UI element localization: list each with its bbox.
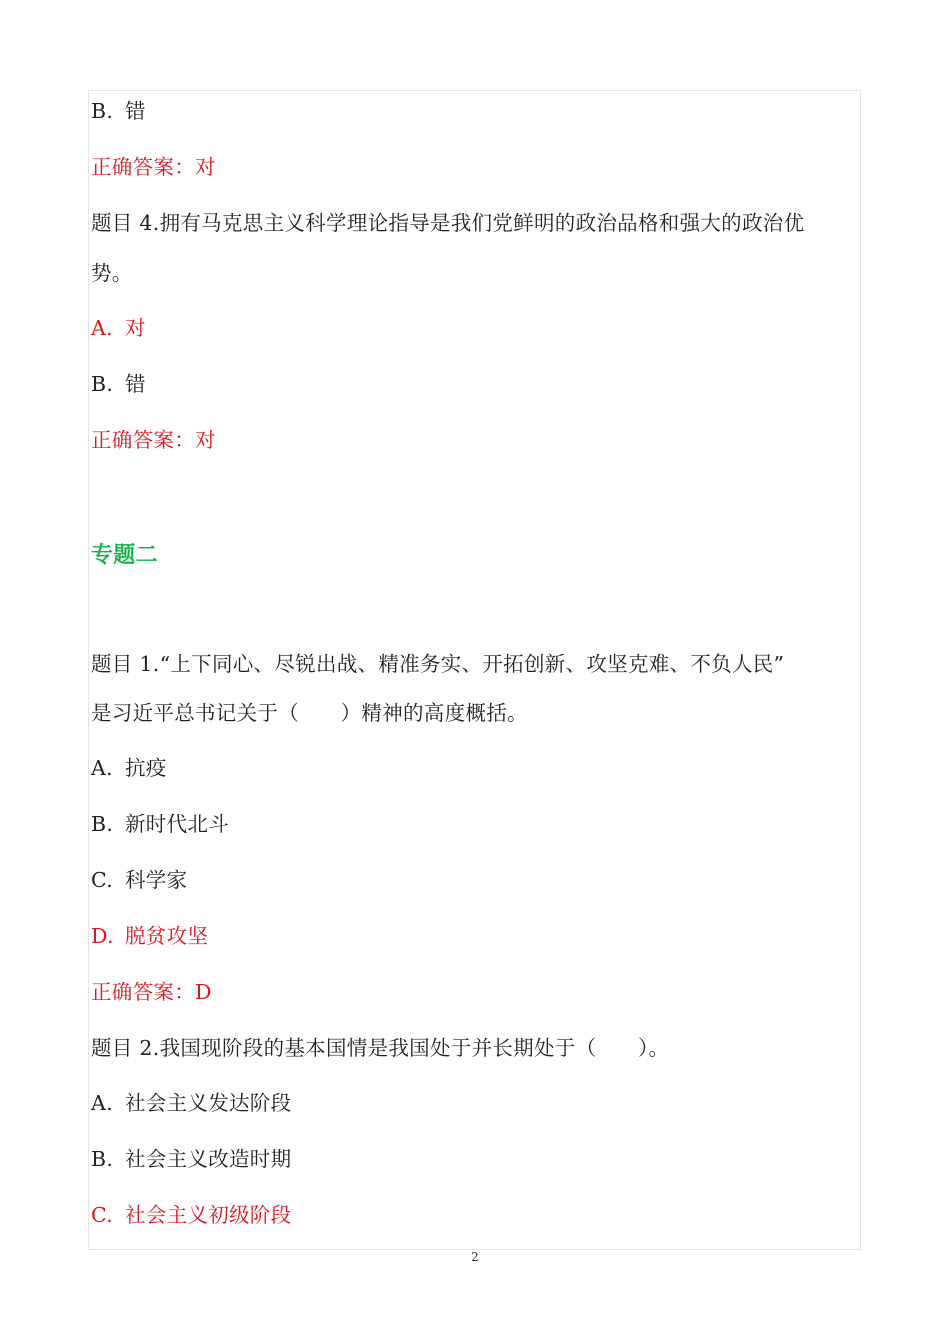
option-b [91, 1144, 291, 1174]
option-text: 社会主义改造时期 [125, 1147, 292, 1171]
option-c [91, 865, 187, 895]
option-letter: C. [91, 1203, 114, 1227]
page-number: 2 [471, 1250, 479, 1264]
question-text: 题目 4.拥有马克思主义科学理论指导是我们党鲜明的政治品格和强大的政治优 [91, 211, 805, 235]
option-d [91, 921, 208, 951]
option-text: 社会主义发达阶段 [125, 1091, 292, 1115]
option-letter: B. [91, 812, 114, 836]
option-b [91, 96, 146, 126]
option-letter: A. [91, 1091, 113, 1115]
option-letter: A. [91, 756, 113, 780]
option-c [91, 1200, 291, 1230]
option-a [91, 1088, 291, 1118]
question-text: 题目 2.我国现阶段的基本国情是我国处于并长期处于（ ）。 [91, 1036, 670, 1060]
question-text: 题目 1.“上下同心、尽锐出战、精准务实、开拓创新、攻坚克难、不负人民” [91, 652, 785, 676]
correct-answer: 正确答案：D [91, 980, 212, 1004]
question-text-continued: 是习近平总书记关于（ ）精神的高度概括。 [91, 701, 528, 725]
option-text: 抗疫 [125, 756, 167, 780]
option-letter: D. [91, 924, 114, 948]
option-letter: C. [91, 868, 114, 892]
option-text: 错 [125, 372, 146, 396]
option-letter: B. [91, 99, 114, 123]
option-b [91, 809, 229, 839]
correct-answer: 正确答案：对 [91, 155, 216, 179]
option-b [91, 369, 146, 399]
option-text: 对 [125, 316, 146, 340]
option-letter: B. [91, 372, 114, 396]
option-text: 脱贫攻坚 [125, 924, 209, 948]
option-a [91, 313, 146, 343]
option-letter: A. [91, 316, 113, 340]
option-text: 科学家 [125, 868, 188, 892]
option-a [91, 753, 167, 783]
question-text-continued: 势。 [91, 261, 133, 285]
option-letter: B. [91, 1147, 114, 1171]
option-text: 错 [125, 99, 146, 123]
section-title: 专题二 [91, 543, 158, 568]
option-text: 社会主义初级阶段 [125, 1203, 292, 1227]
correct-answer: 正确答案：对 [91, 428, 216, 452]
option-text: 新时代北斗 [125, 812, 229, 836]
